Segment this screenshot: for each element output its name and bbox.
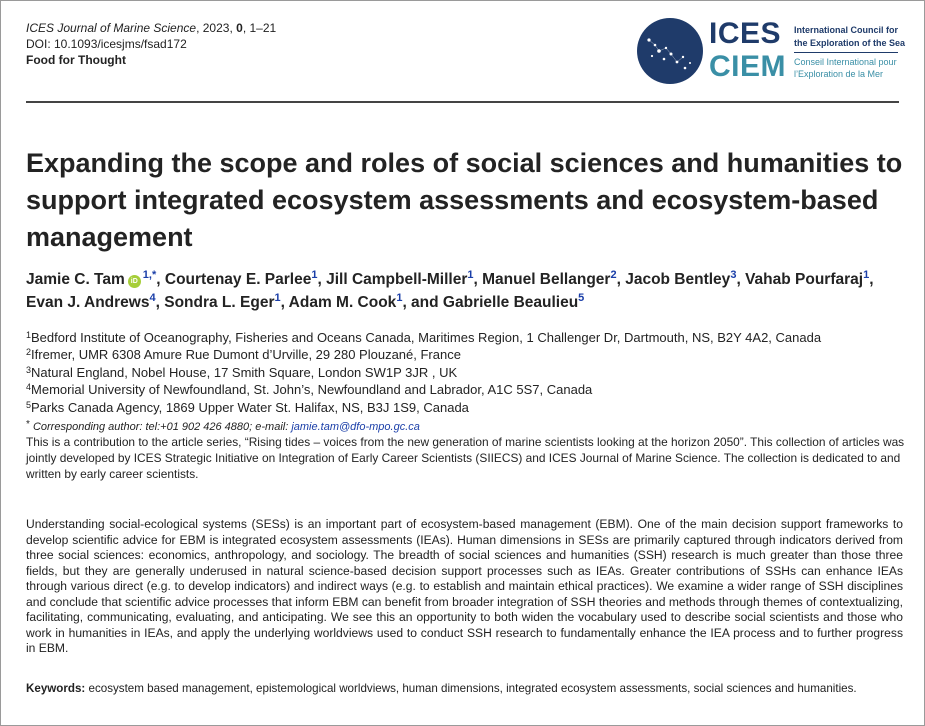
journal-line	[26, 20, 276, 36]
author-affil-marker[interactable]: 1	[467, 269, 474, 281]
logo-english-line: International Council for	[794, 25, 899, 35]
header-rule	[26, 101, 899, 103]
logo-english-line: the Exploration of the Sea	[794, 38, 906, 48]
article-category: Food for Thought	[26, 53, 126, 67]
affiliation-item	[26, 399, 906, 416]
author-list	[26, 268, 906, 314]
author-separator: ,	[616, 271, 626, 288]
author-affil-marker[interactable]: 1,*	[142, 269, 157, 281]
author-separator: ,	[156, 271, 165, 288]
affiliation-text: Ifremer, UMR 6308 Amure Rue Dumont d’Urville, 29 280 Plouzané, France	[31, 347, 461, 363]
author-name[interactable]: Jill Campbell-Miller	[326, 271, 468, 288]
logo-french-line: l’Exploration de la Mer	[794, 69, 884, 79]
logo-french-name	[794, 56, 906, 80]
affiliation-item	[26, 381, 906, 398]
author-separator: ,	[736, 271, 746, 288]
keywords-label: Keywords:	[26, 682, 86, 695]
keywords-text: ecosystem based management, epistemological worldviews, human dimensions, integrated ecosystem assessments, social sciences and humanities.	[85, 682, 857, 695]
author-separator: ,	[155, 294, 165, 311]
affiliation-list	[26, 329, 906, 416]
journal-volume: 0	[236, 21, 243, 35]
author-affil-marker[interactable]: 4	[149, 292, 156, 304]
logo-divider	[794, 52, 898, 53]
author-separator: ,	[317, 271, 327, 288]
affiliation-number: 2	[26, 347, 32, 358]
corresponding-email-link[interactable]: jamie.tam@dfo-mpo.gc.ca	[291, 421, 420, 433]
author-affil-marker[interactable]: 1	[274, 292, 281, 304]
corresponding-marker: *	[26, 419, 30, 430]
author-name[interactable]: Gabrielle Beaulieu	[442, 294, 579, 311]
logo-ices-text: ICES	[709, 17, 782, 50]
author-separator: ,	[869, 271, 874, 288]
author-name[interactable]: Adam M. Cook	[288, 294, 397, 311]
article-title: Expanding the scope and roles of social sciences and humanities to support integrated ecosystem assessments and ecosystem-based management	[26, 148, 903, 252]
affiliation-text: Memorial University of Newfoundland, St. John’s, Newfoundland and Labrador, A1C 5S7, Canada	[31, 382, 593, 398]
author-separator: ,	[280, 294, 289, 311]
logo-ciem-text: CIEM	[709, 50, 786, 83]
affiliation-number: 5	[26, 399, 32, 410]
doi[interactable]: DOI: 10.1093/icesjms/fsad172	[26, 37, 187, 51]
author-name[interactable]: Jamie C. Tam	[26, 271, 125, 288]
affiliation-item	[26, 329, 906, 346]
author-affil-marker[interactable]: 1	[863, 269, 870, 281]
author-affil-marker[interactable]: 1	[311, 269, 318, 281]
affiliation-item	[26, 364, 906, 381]
affiliation-item	[26, 346, 906, 363]
ices-logo	[637, 15, 907, 85]
author-affil-marker[interactable]: 5	[578, 292, 585, 304]
keywords	[26, 681, 903, 696]
author-name[interactable]: Jacob Bentley	[625, 271, 731, 288]
affiliation-text: Natural England, Nobel House, 17 Smith Square, London SW1P 3JR , UK	[31, 364, 458, 380]
affiliation-text: Bedford Institute of Oceanography, Fisheries and Oceans Canada, Maritimes Region, 1 Challenger Dr, Dartmouth, NS, B2Y 4A2, Canada	[31, 330, 822, 345]
affiliation-text: Parks Canada Agency, 1869 Upper Water St. Halifax, NS, B3J 1S9, Canada	[31, 399, 469, 415]
journal-year: , 2023,	[196, 21, 237, 35]
corresponding-author	[26, 420, 906, 434]
constellation-logo-icon	[637, 18, 703, 84]
logo-english-name	[794, 24, 906, 50]
author-affil-marker[interactable]: 2	[610, 269, 617, 281]
journal-pages: , 1–21	[242, 21, 277, 35]
author-name[interactable]: Manuel Bellanger	[482, 271, 611, 288]
journal-citation	[26, 20, 276, 68]
author-separator: ,	[473, 271, 483, 288]
affiliation-number: 1	[26, 330, 32, 340]
orcid-icon[interactable]: iD	[128, 275, 141, 288]
author-name[interactable]: Evan J. Andrews	[26, 294, 150, 311]
author-name[interactable]: Sondra L. Eger	[164, 294, 275, 311]
author-affil-marker[interactable]: 1	[396, 292, 403, 304]
author-name[interactable]: Vahab Pourfaraj	[745, 271, 864, 288]
affiliation-number: 3	[26, 364, 32, 375]
affiliation-number: 4	[26, 382, 32, 393]
author-name[interactable]: Courtenay E. Parlee	[164, 271, 312, 288]
series-note: This is a contribution to the article series, “Rising tides – voices from the new generation of marine scientists looking at the horizon 2050”. This collection of articles was jointly developed by ICES Strategic Initiative on Integration of Early Career Scientists (SIIECS) and ICES Journal of Marine Science. The collection is dedicated to and written by early career scientists.	[26, 435, 905, 481]
journal-name: ICES Journal of Marine Science	[26, 21, 197, 35]
corresponding-text: Corresponding author: tel:+01 902 426 4880; e-mail:	[29, 421, 292, 433]
author-separator: , and	[402, 294, 443, 311]
author-affil-marker[interactable]: 3	[730, 269, 737, 281]
logo-french-line: Conseil International pour	[794, 57, 897, 67]
abstract: Understanding social-ecological systems (SESs) is an important part of ecosystem-based management (EBM). One of the main decision support frameworks to develop scientific advice for EBM is integrated ecosystem assessments (IEAs). Human dimensions in SESs are primarily captured through indicators derived from three social sciences: economics, anthropology, and sociology. The breadth of social sciences and humanities (SSH) research is much greater than those three fields, but they are generally underused in natural science-based decision support processes such as IEAs. Greater contributions of SSHs can enhance IEAs through various direct (e.g. to develop indicators) and indirect ways (e.g. to establish and maintain ethical practices). We examine a wider range of SSH disciplines and conclude that scientific advice processes that inform EBM can benefit from broader integration of SSH theories and methods through themes of contextualizing, facilitating, communicating, evaluating, and anticipating. We see this an opportunity to both widen the vocabulary used to describe social scientists and those who work in humanities in IEAs, and apply the underlying worldviews used to conduct SSH research to fundamentally enhance the IEA process and to further progress in EBM.	[26, 517, 903, 655]
